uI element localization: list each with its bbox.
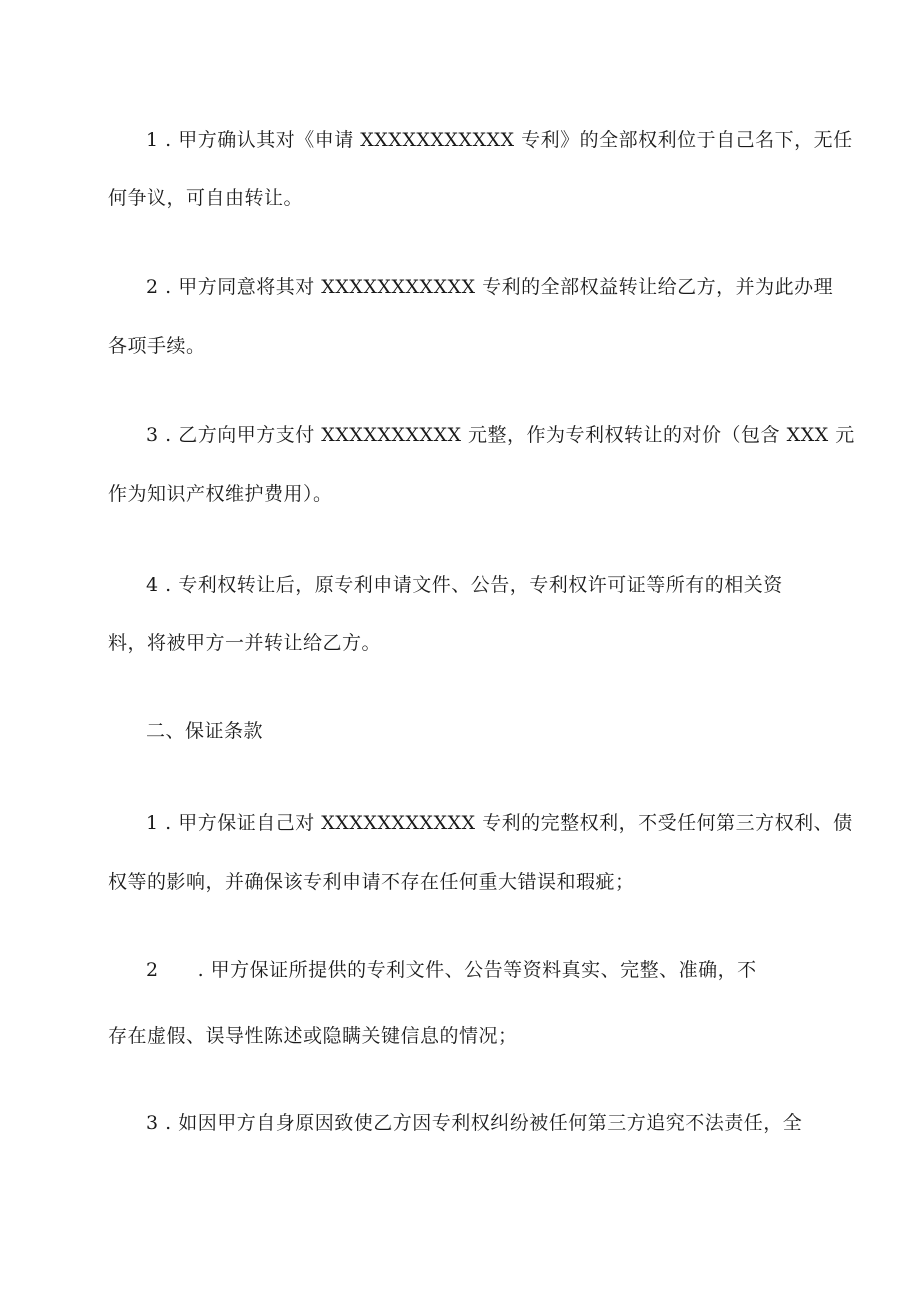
guarantee-3-line-1: 3 . 如因甲方自身原因致使乙方因专利权纠纷被任何第三方追究不法责任，全: [146, 1112, 803, 1134]
clause-3-line-1: 3 . 乙方向甲方支付 XXXXXXXXXX 元整，作为专利权转让的对价（包含 XXX 元: [146, 424, 855, 446]
clause-2-line-2: 各项手续。: [108, 335, 206, 357]
clause-4-line-1: 4 . 专利权转让后，原专利申请文件、公告，专利权许可证等所有的相关资: [146, 574, 783, 596]
clause-2-line-1: 2 . 甲方同意将其对 XXXXXXXXXXX 专利的全部权益转让给乙方，并为此办理: [146, 276, 834, 298]
clause-1-line-1: 1 . 甲方确认其对《申请 XXXXXXXXXXX 专利》的全部权利位于自己名下，无任: [146, 129, 853, 151]
guarantee-2-line-1: 2 . 甲方保证所提供的专利文件、公告等资料真实、完整、准确，不: [146, 959, 757, 981]
clause-4-line-2: 料，将被甲方一并转让给乙方。: [108, 632, 382, 654]
guarantee-2-line-2: 存在虚假、误导性陈述或隐瞒关键信息的情况；: [108, 1025, 518, 1047]
section-heading: 二、保证条款: [146, 720, 264, 742]
guarantee-1-line-1: 1 . 甲方保证自己对 XXXXXXXXXXX 专利的完整权利，不受任何第三方权利、债: [146, 812, 853, 834]
clause-3-line-2: 作为知识产权维护费用）。: [108, 483, 333, 505]
guarantee-1-line-2: 权等的影响，并确保该专利申请不存在任何重大错误和瑕疵；: [108, 871, 635, 893]
clause-1-line-2: 何争议，可自由转让。: [108, 187, 304, 209]
